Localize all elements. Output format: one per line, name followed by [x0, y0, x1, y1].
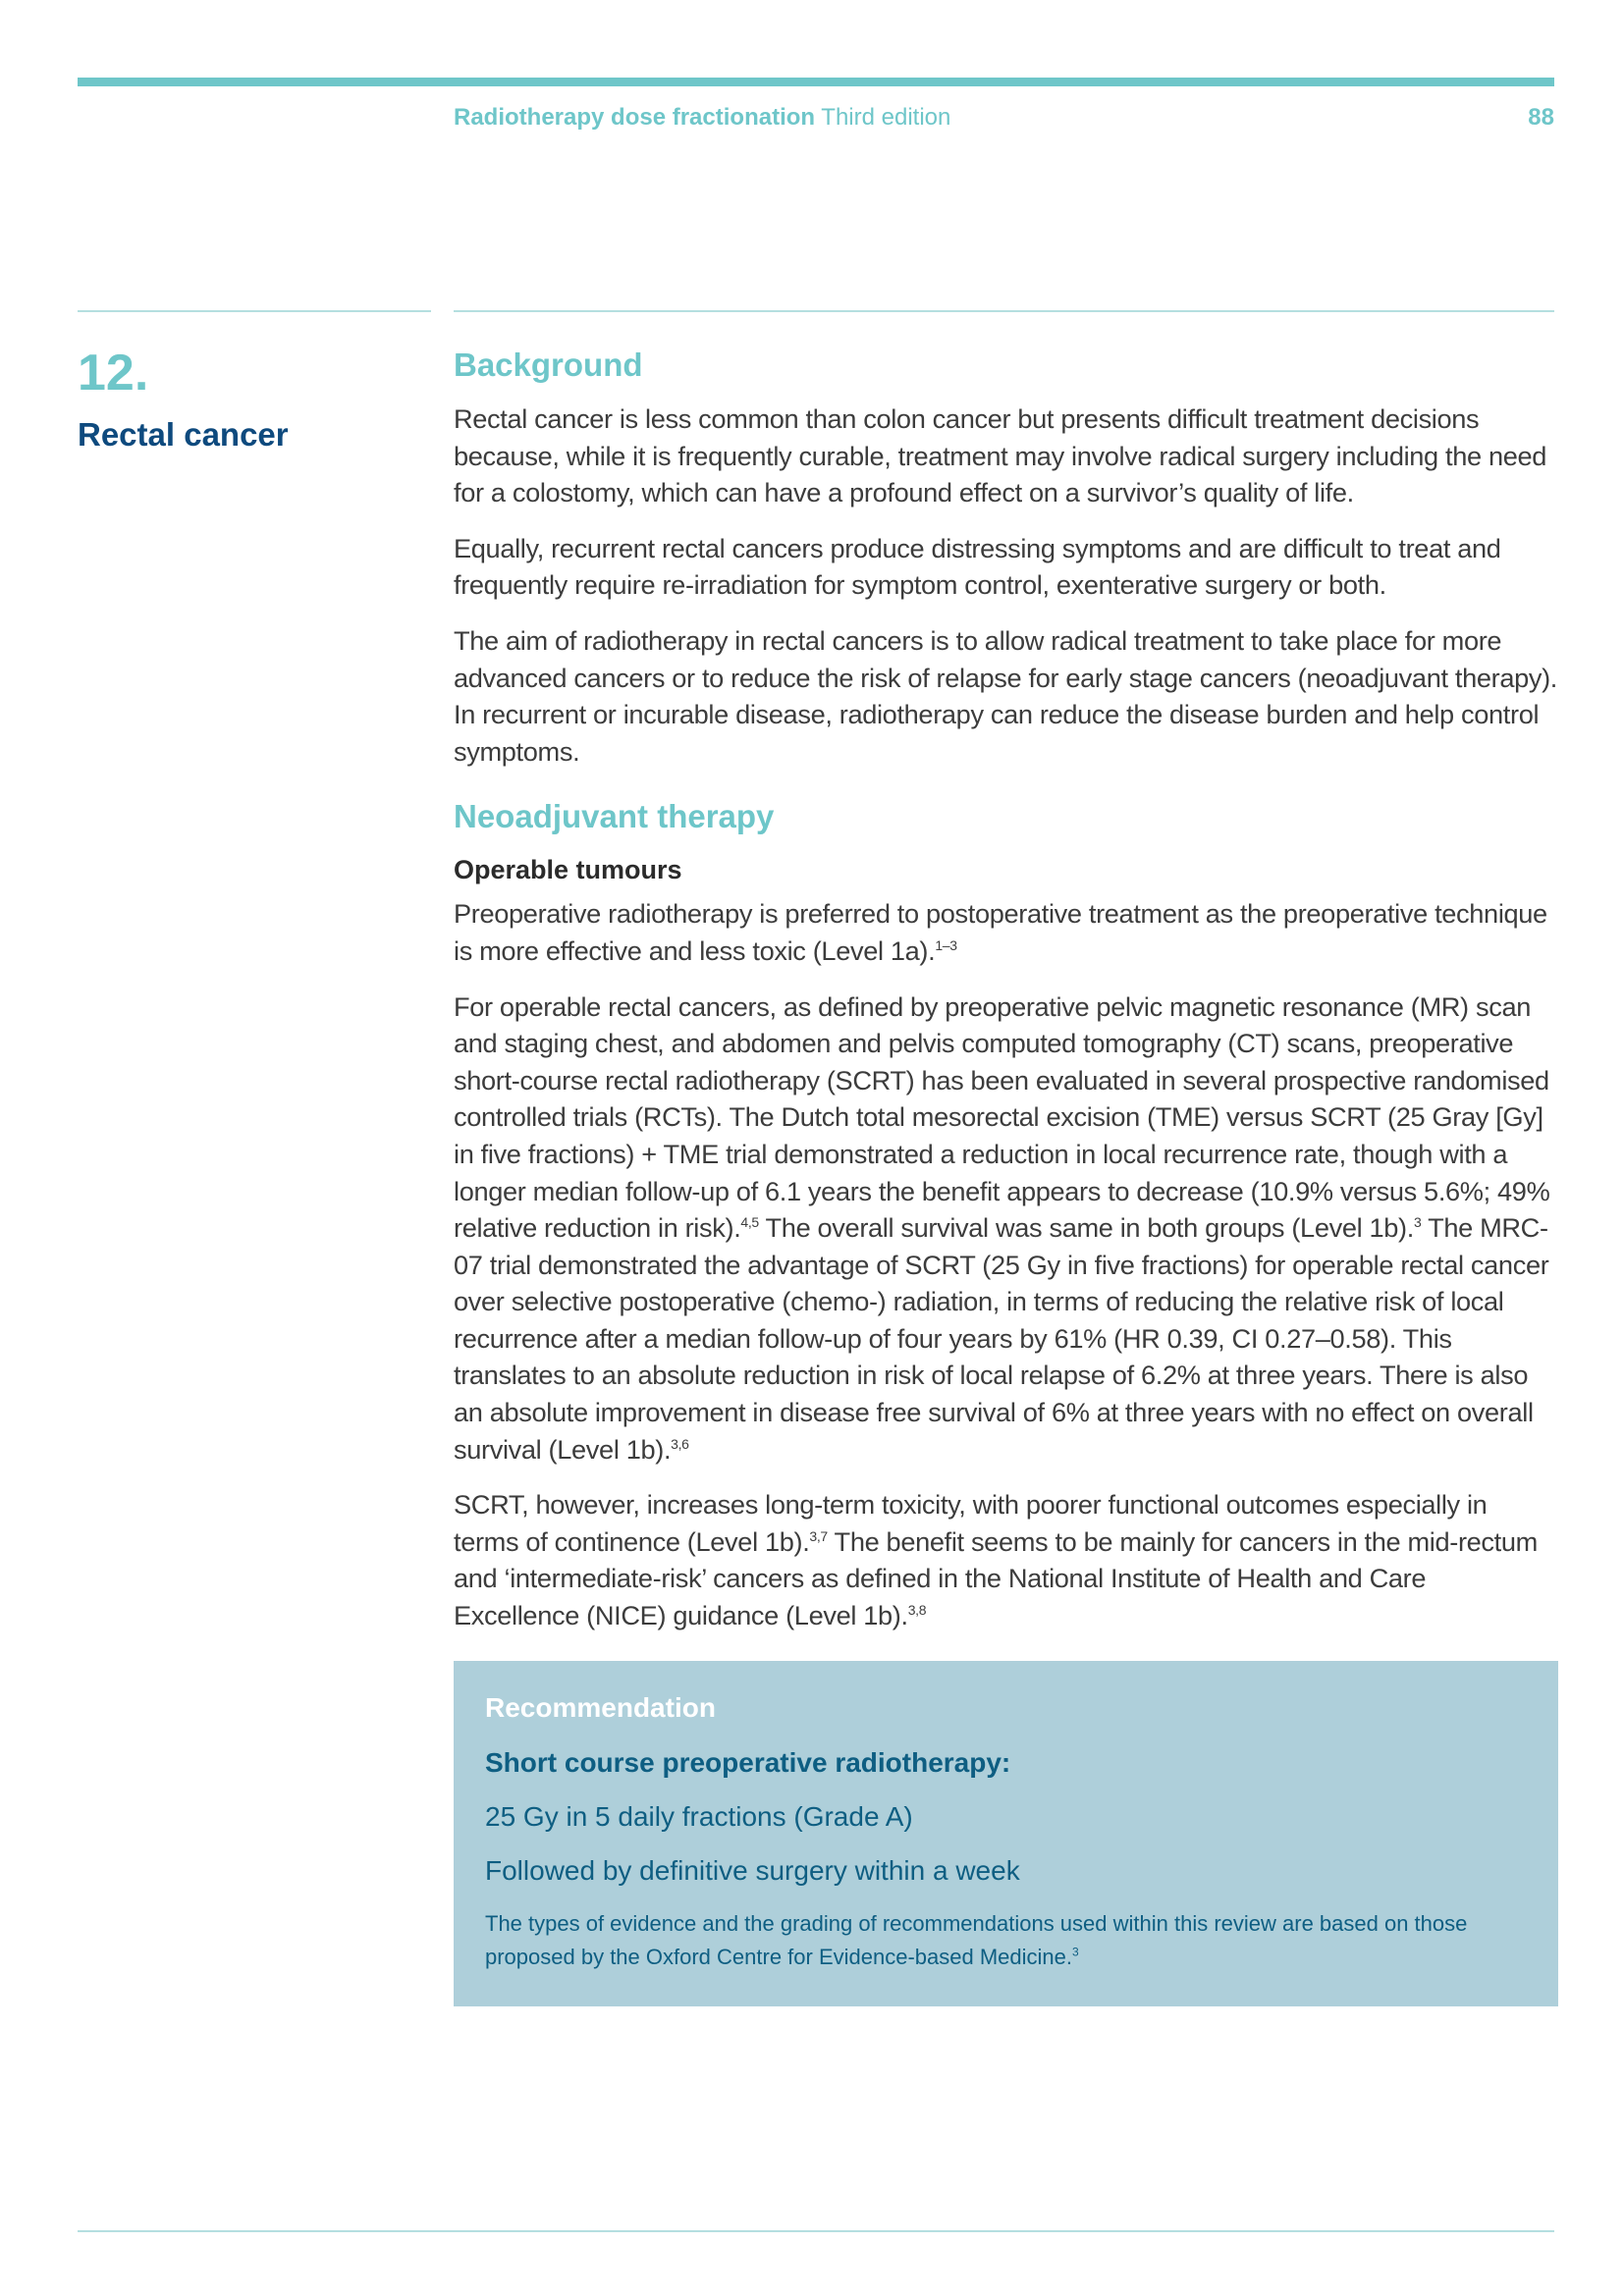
- neoadjuvant-heading: Neoadjuvant therapy: [454, 798, 775, 835]
- citation-ref: 3,7: [809, 1527, 828, 1544]
- citation-ref: 3: [1413, 1214, 1422, 1231]
- citation-ref: 3: [1072, 1945, 1079, 1959]
- background-paragraph-1: Rectal cancer is less common than colon cancer but presents difficult treatment decisions because, while it is frequently curable, treatment may involve radical surgery including the need for a colostomy, which can have a profound effect on a survivor’s quality of life.: [454, 403, 1547, 508]
- background-heading: Background: [454, 347, 643, 383]
- recommendation-box: [454, 1661, 1558, 2006]
- citation-ref: 1–3: [935, 936, 957, 953]
- recommendation-heading: Short course preoperative radiotherapy:: [485, 1746, 1011, 1778]
- citation-ref: 3,6: [671, 1435, 689, 1452]
- publication-title: Radiotherapy dose fractionation: [454, 104, 816, 131]
- citation-ref: 4,5: [740, 1214, 759, 1231]
- chapter-title: Rectal cancer: [78, 416, 289, 453]
- operable-tumours-subheading: Operable tumours: [454, 855, 682, 885]
- edition-label: Third edition: [821, 104, 951, 131]
- content-rule: [454, 310, 1554, 312]
- recommendation-dose: 25 Gy in 5 daily fractions (Grade A): [485, 1800, 913, 1832]
- recommendation-label: Recommendation: [485, 1691, 716, 1723]
- footer-rule: [78, 2230, 1554, 2232]
- chapter-number: 12.: [78, 345, 149, 401]
- recommendation-note: The types of evidence and the grading of recommendations used within this review are based on those proposed by the Oxford Centre for Evidence-based Medicine.$^3$: [485, 1910, 1468, 1969]
- header-accent-bar: [78, 78, 1554, 86]
- neoadjuvant-paragraph-3: SCRT, however, increases long-term toxicity, with poorer functional outcomes especially in terms of continence (Level 1b).$^{3,7}$ The benefit seems to be mainly for cancers in the mid-rectum and ‘intermediate-risk’ cancers as defined in the National Institute of Health and Care Excellence (NICE) guidance (Level 1b).$^{3,8}$: [454, 1489, 1538, 1631]
- neoadjuvant-paragraph-2: For operable rectal cancers, as defined by preoperative pelvic magnetic resonance (MR) scan and staging chest, and abdomen and pelvis computed tomography (CT) scans, preoperative short-course rectal radiotherapy (SCRT) has been evaluated in several prospective randomised controlled trials (RCTs). The Dutch total mesorectal excision (TME) versus SCRT (25 Gray [Gy] in five fractions) + TME trial demonstrated a reduction in local recurrence rate, though with a longer median follow-up of 6.1 years the benefit appears to decrease (10.9% versus 5.6%; 49% relative reduction in risk).$^{4,5}$ The overall survival was same in both groups (Level 1b).$^3$ The MRC-07 trial demonstrated the advantage of SCRT (25 Gy in five fractions) for operable rectal cancer over selective postoperative (chemo-) radiation, in terms of reducing the relative risk of local recurrence after a median follow-up of four years by 61% (HR 0.39, CI 0.27–0.58). This translates to an absolute reduction in risk of local relapse of 6.2% at three years. There is also an absolute improvement in disease free survival of 6% at three years with no effect on overall survival (Level 1b).$^{3,6}$: [454, 990, 1550, 1465]
- sidebar-rule: [78, 310, 431, 312]
- neoadjuvant-paragraph-1: Preoperative radiotherapy is preferred to postoperative treatment as the preoperative technique is more effective and less toxic (Level 1a).$^{1-3}$: [454, 898, 1547, 966]
- page-number: 88: [1528, 104, 1554, 131]
- background-paragraph-3: The aim of radiotherapy in rectal cancers is to allow radical treatment to take place for more advanced cancers or to reduce the risk of relapse for early stage cancers (neoadjuvant therapy). In recurrent or incurable disease, radiotherapy can reduce the disease burden and help control symptoms.: [454, 624, 1558, 767]
- main-content: [454, 344, 1558, 2006]
- running-header: [454, 104, 950, 132]
- citation-ref: 3,8: [907, 1601, 927, 1618]
- recommendation-surgery: Followed by definitive surgery within a week: [485, 1854, 1020, 1886]
- background-paragraph-2: Equally, recurrent rectal cancers produce distressing symptoms and are difficult to treat and frequently require re-irradiation for symptom control, exenterative surgery or both.: [454, 532, 1501, 601]
